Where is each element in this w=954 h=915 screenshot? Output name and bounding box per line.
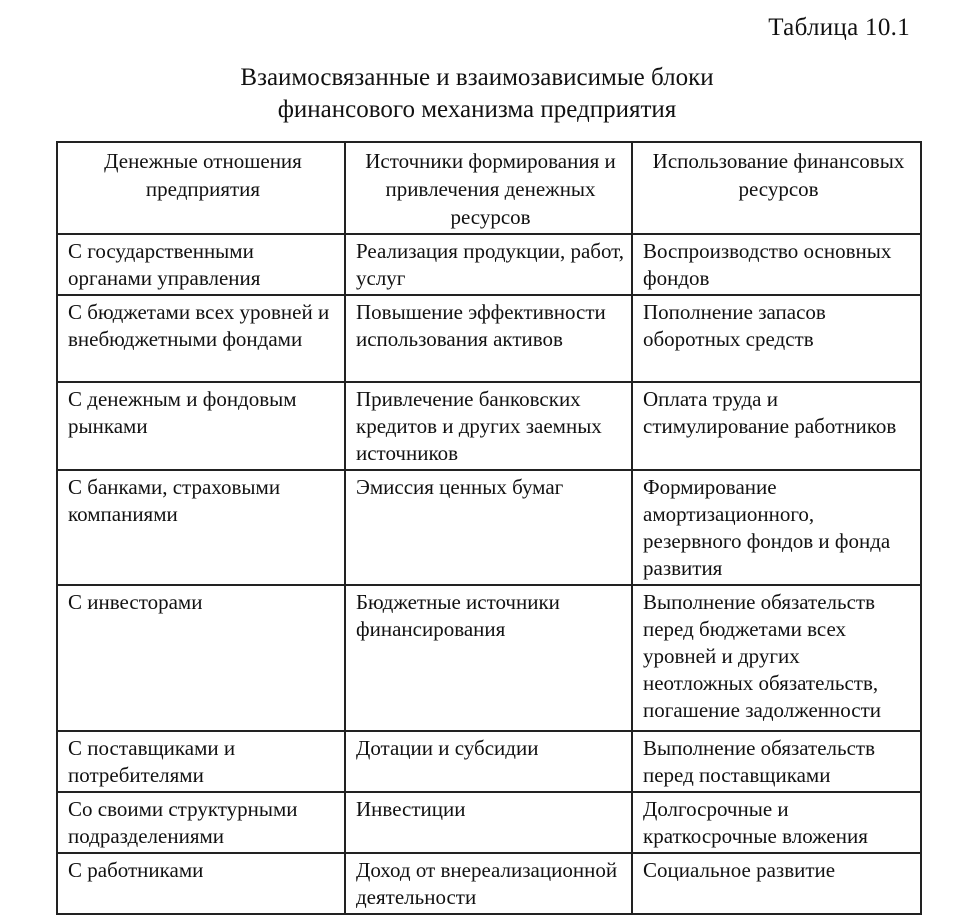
cell-relations: С бюджетами всех уровней и внебюджетными фондами (57, 295, 345, 382)
cell-usage: Выполнение обязательств перед поставщиками (632, 731, 921, 792)
cell-sources: Привлечение банковских кредитов и других заемных источников (345, 382, 632, 470)
cell-sources: Эмиссия ценных бумаг (345, 470, 632, 585)
table-row (57, 234, 921, 295)
cell-relations: С банками, страховыми компаниями (57, 470, 345, 585)
cell-sources: Доход от внереализационной деятельности (345, 853, 632, 914)
cell-usage: Долгосрочные и краткосрочные вложения (632, 792, 921, 853)
cell-sources: Инвестиции (345, 792, 632, 853)
cell-relations: С работниками (57, 853, 345, 914)
table-row (57, 585, 921, 731)
cell-sources: Реализация продукции, работ, услуг (345, 234, 632, 295)
header-row (57, 142, 921, 234)
cell-sources: Повышение эффективности использования активов (345, 295, 632, 382)
cell-relations: С денежным и фондовым рынками (57, 382, 345, 470)
cell-usage: Формирование амортизационного, резервного фондов и фонда развития (632, 470, 921, 585)
cell-relations: С инвесторами (57, 585, 345, 731)
cell-usage: Оплата труда и стимулирование работников (632, 382, 921, 470)
table-row (57, 853, 921, 914)
header-sources: Источники формирования и привлечения денежных ресурсов (345, 142, 632, 234)
header-usage: Использование финансовых ресурсов (632, 142, 921, 234)
table-row (57, 382, 921, 470)
table-row (57, 792, 921, 853)
table-row (57, 470, 921, 585)
table-row (57, 731, 921, 792)
table-number-label: Таблица 10.1 (768, 14, 910, 41)
header-relations: Денежные отношения предприятия (57, 142, 345, 234)
table-title-line-2: финансового механизма предприятия (277, 96, 677, 123)
cell-usage: Социальное развитие (632, 853, 921, 914)
cell-relations: С государственными органами управления (57, 234, 345, 295)
cell-sources: Дотации и субсидии (345, 731, 632, 792)
cell-sources: Бюджетные источники финансирования (345, 585, 632, 731)
table-title-line-1: Взаимосвязанные и взаимозависимые блоки (240, 64, 714, 91)
cell-usage: Воспроизводство основных фондов (632, 234, 921, 295)
cell-usage: Выполнение обязательств перед бюджетами всех уровней и других неотложных обязательств, погашение задолженности (632, 585, 921, 731)
cell-relations: Со своими структурными подразделениями (57, 792, 345, 853)
cell-usage: Пополнение запасов оборотных средств (632, 295, 921, 382)
financial-mechanism-table (56, 141, 922, 915)
cell-relations: С поставщиками и потребителями (57, 731, 345, 792)
table-row (57, 295, 921, 382)
table-title (0, 62, 954, 126)
